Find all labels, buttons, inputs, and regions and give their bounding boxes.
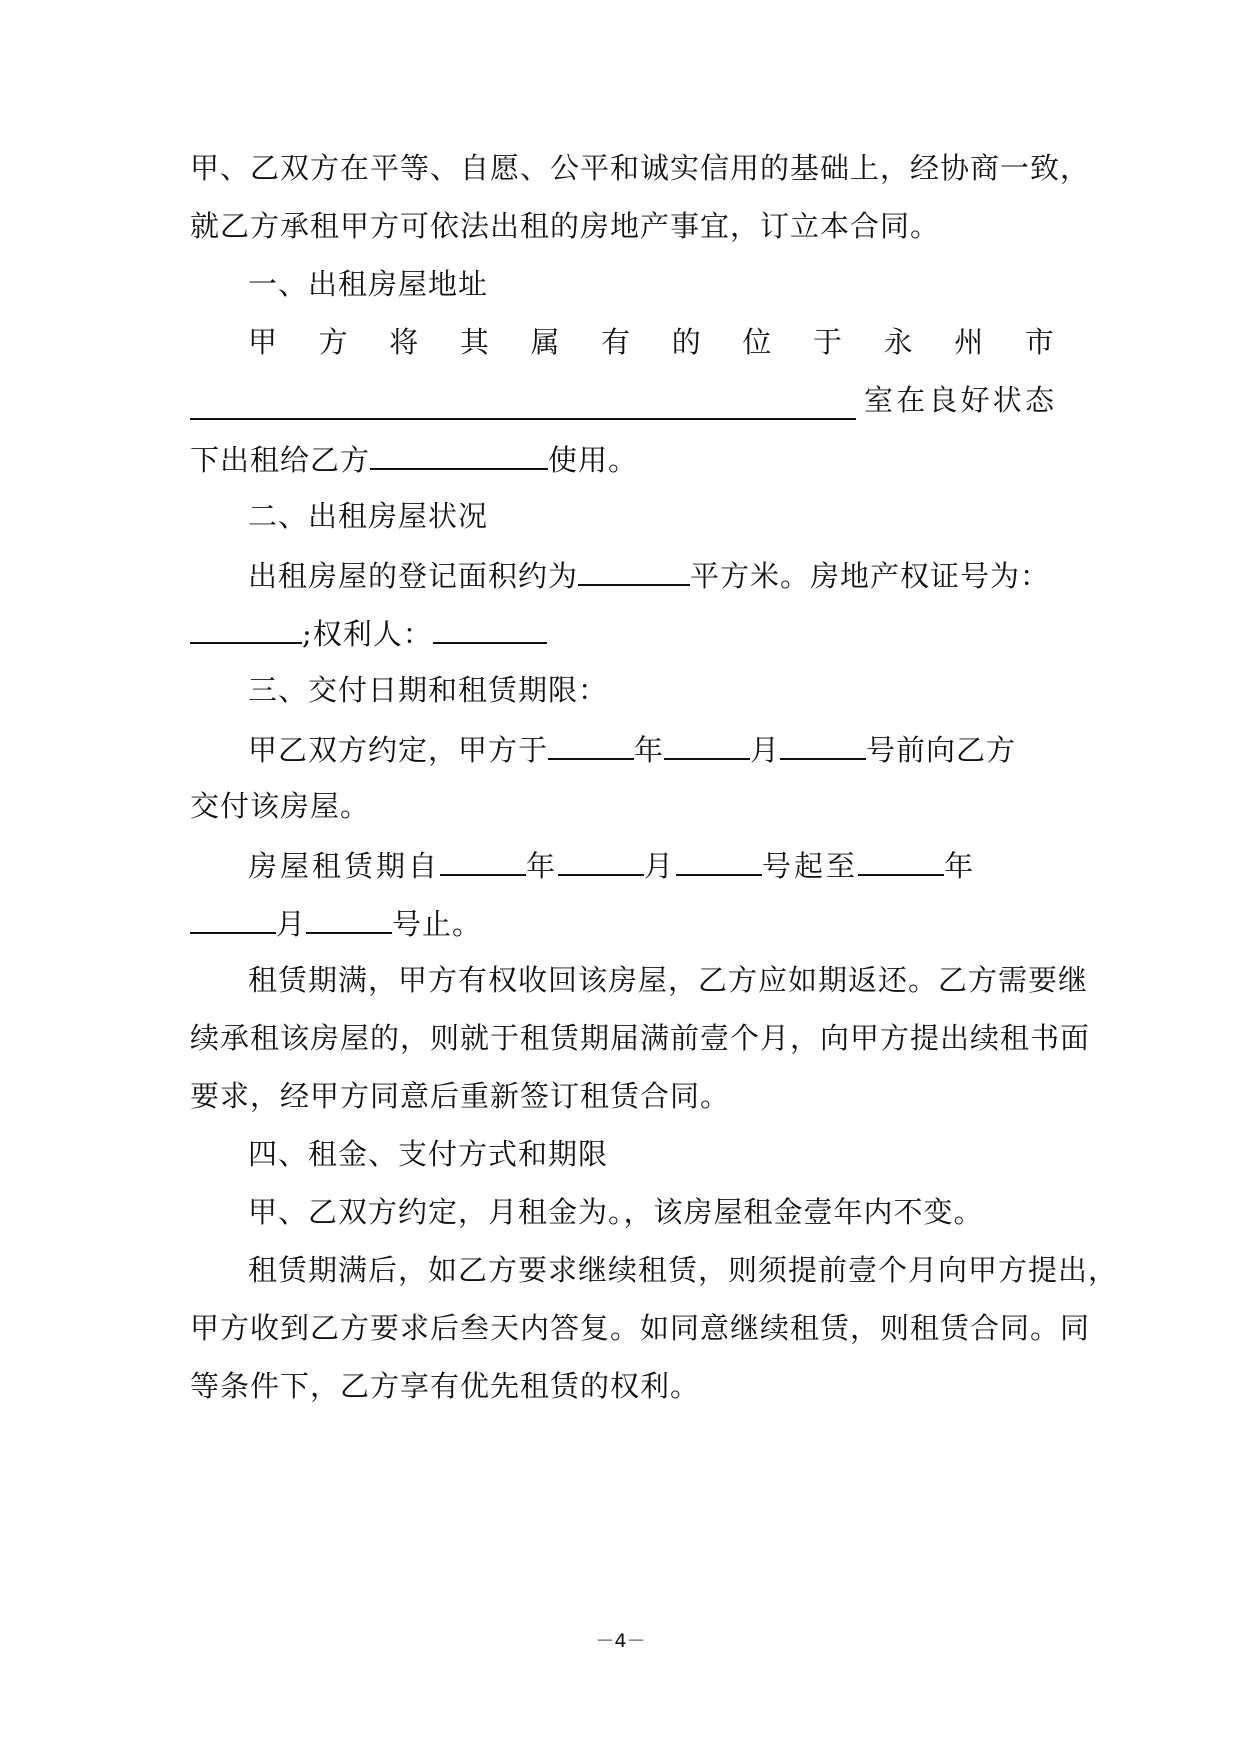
paragraph-line: 甲方收到乙方要求后叁天内答复。如同意继续租赁，则租赁合同。同 bbox=[190, 1311, 1091, 1345]
paragraph-line: 交付该房屋。 bbox=[190, 789, 371, 823]
char: 方 bbox=[318, 325, 348, 359]
lease-end-day-blank[interactable] bbox=[306, 902, 392, 934]
lease-end-year-blank[interactable] bbox=[858, 844, 944, 876]
char: 其 bbox=[459, 325, 489, 359]
char: 室 bbox=[864, 383, 894, 417]
char: 态 bbox=[1024, 383, 1054, 417]
text: 月 bbox=[276, 907, 307, 941]
text: 使用。 bbox=[548, 443, 639, 477]
text: 月 bbox=[750, 733, 781, 767]
section-heading: 三、交付日期和租赁期限： bbox=[248, 673, 609, 707]
text: 平方米。房地产权证号为： bbox=[690, 559, 1051, 593]
section-heading: 二、出租房屋状况 bbox=[248, 499, 489, 533]
paragraph-line: 等条件下，乙方享有优先租赁的权利。 bbox=[190, 1369, 701, 1403]
char: 市 bbox=[1024, 325, 1054, 359]
paragraph-line: 租赁期满，甲方有权收回该房屋，乙方应如期返还。乙方需要继 bbox=[248, 963, 1089, 997]
char: 良 bbox=[928, 383, 958, 417]
text: ;权利人： bbox=[302, 617, 433, 651]
char: 的 bbox=[671, 325, 701, 359]
char: 属 bbox=[530, 325, 560, 359]
paragraph-line bbox=[248, 728, 1016, 770]
lease-start-day-blank[interactable] bbox=[676, 844, 762, 876]
char: 在 bbox=[896, 383, 926, 417]
lease-end-month-blank[interactable] bbox=[190, 902, 276, 934]
text: 年 bbox=[634, 733, 665, 767]
char: 有 bbox=[601, 325, 631, 359]
text: 甲乙双方约定，甲方于 bbox=[248, 733, 549, 767]
address-blank[interactable] bbox=[190, 386, 856, 420]
paragraph-line bbox=[190, 612, 547, 654]
paragraph-line: 续承租该房屋的，则就于租赁期届满前壹个月，向甲方提出续租书面 bbox=[190, 1021, 1091, 1055]
address-tail bbox=[864, 380, 1054, 420]
certificate-number-blank[interactable] bbox=[190, 612, 302, 644]
tenant-use-blank[interactable] bbox=[370, 438, 548, 470]
paragraph-line bbox=[190, 902, 482, 944]
section-heading: 一、出租房屋地址 bbox=[248, 267, 489, 301]
char: 状 bbox=[992, 383, 1022, 417]
paragraph-line bbox=[248, 844, 976, 886]
text: 号前向乙方 bbox=[866, 733, 1017, 767]
paragraph-line: 就乙方承租甲方可依法出租的房地产事宜，订立本合同。 bbox=[190, 209, 941, 243]
paragraph-line: 租赁期满后，如乙方要求继续租赁，则须提前壹个月向甲方提出， bbox=[248, 1253, 1119, 1287]
delivery-day-blank[interactable] bbox=[780, 728, 866, 760]
paragraph-line: 甲、乙双方在平等、自愿、公平和诚实信用的基础上，经协商一致， bbox=[190, 151, 1091, 185]
paragraph-line bbox=[248, 554, 1050, 596]
paragraph-line: 要求，经甲方同意后重新签订租赁合同。 bbox=[190, 1079, 731, 1113]
char: 永 bbox=[883, 325, 913, 359]
char: 好 bbox=[960, 383, 990, 417]
lease-start-month-blank[interactable] bbox=[558, 844, 644, 876]
section-heading: 四、租金、支付方式和期限 bbox=[248, 1137, 609, 1171]
paragraph-line bbox=[190, 438, 638, 480]
text: 房屋租赁期自 bbox=[248, 849, 441, 883]
page-number: －4－ bbox=[595, 1630, 646, 1652]
area-blank[interactable] bbox=[578, 554, 690, 586]
text: 月 bbox=[644, 849, 677, 883]
char: 州 bbox=[954, 325, 984, 359]
delivery-month-blank[interactable] bbox=[664, 728, 750, 760]
char: 于 bbox=[813, 325, 843, 359]
char: 甲 bbox=[248, 325, 278, 359]
lease-start-year-blank[interactable] bbox=[440, 844, 526, 876]
text: 号止。 bbox=[392, 907, 483, 941]
delivery-year-blank[interactable] bbox=[548, 728, 634, 760]
text: 年 bbox=[944, 849, 977, 883]
text: 年 bbox=[526, 849, 559, 883]
spread-line bbox=[248, 322, 1054, 362]
text: 出租房屋的登记面积约为 bbox=[248, 559, 579, 593]
paragraph-line: 甲、乙双方约定，月租金为。，该房屋租金壹年内不变。 bbox=[248, 1195, 984, 1229]
text: 号起至 bbox=[762, 849, 859, 883]
char: 将 bbox=[389, 325, 419, 359]
text: 下出租给乙方 bbox=[190, 443, 371, 477]
owner-blank[interactable] bbox=[433, 612, 547, 644]
char: 位 bbox=[742, 325, 772, 359]
address-line bbox=[190, 380, 1054, 420]
